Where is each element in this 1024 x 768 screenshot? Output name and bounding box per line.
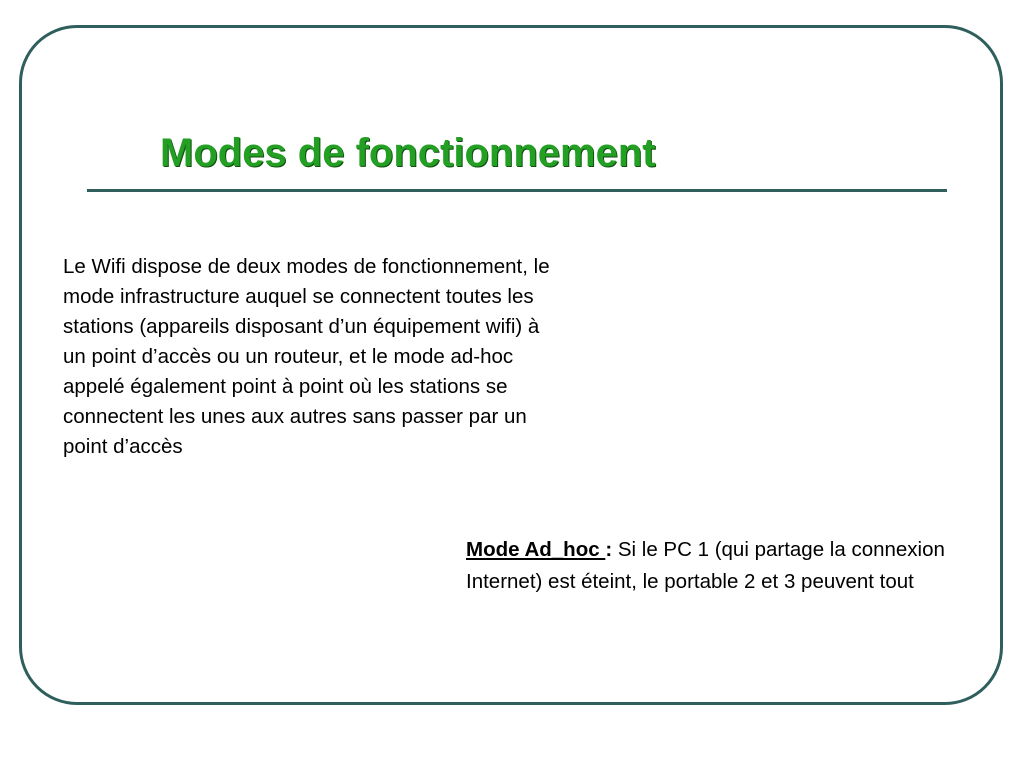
adhoc-paragraph xyxy=(466,534,961,598)
adhoc-text: Si le PC 1 (qui partage la connexion Internet) est éteint, le portable 2 et 3 peuvent tout xyxy=(466,538,945,593)
adhoc-colon: : xyxy=(605,538,613,561)
adhoc-label: Mode Ad_hoc xyxy=(466,538,606,561)
intro-paragraph: Le Wifi dispose de deux modes de fonctionnement, le mode infrastructure auquel se connectent toutes les stations (appareils disposant d’un équipement wifi) à un point d’accès ou un routeur, et le mode ad-hoc appelé également point à point où les stations se connectent les unes aux autres sans passer par un point d’accès xyxy=(63,255,550,458)
slide-title: Modes de fonctionnement xyxy=(160,131,656,175)
title-divider xyxy=(87,189,947,192)
